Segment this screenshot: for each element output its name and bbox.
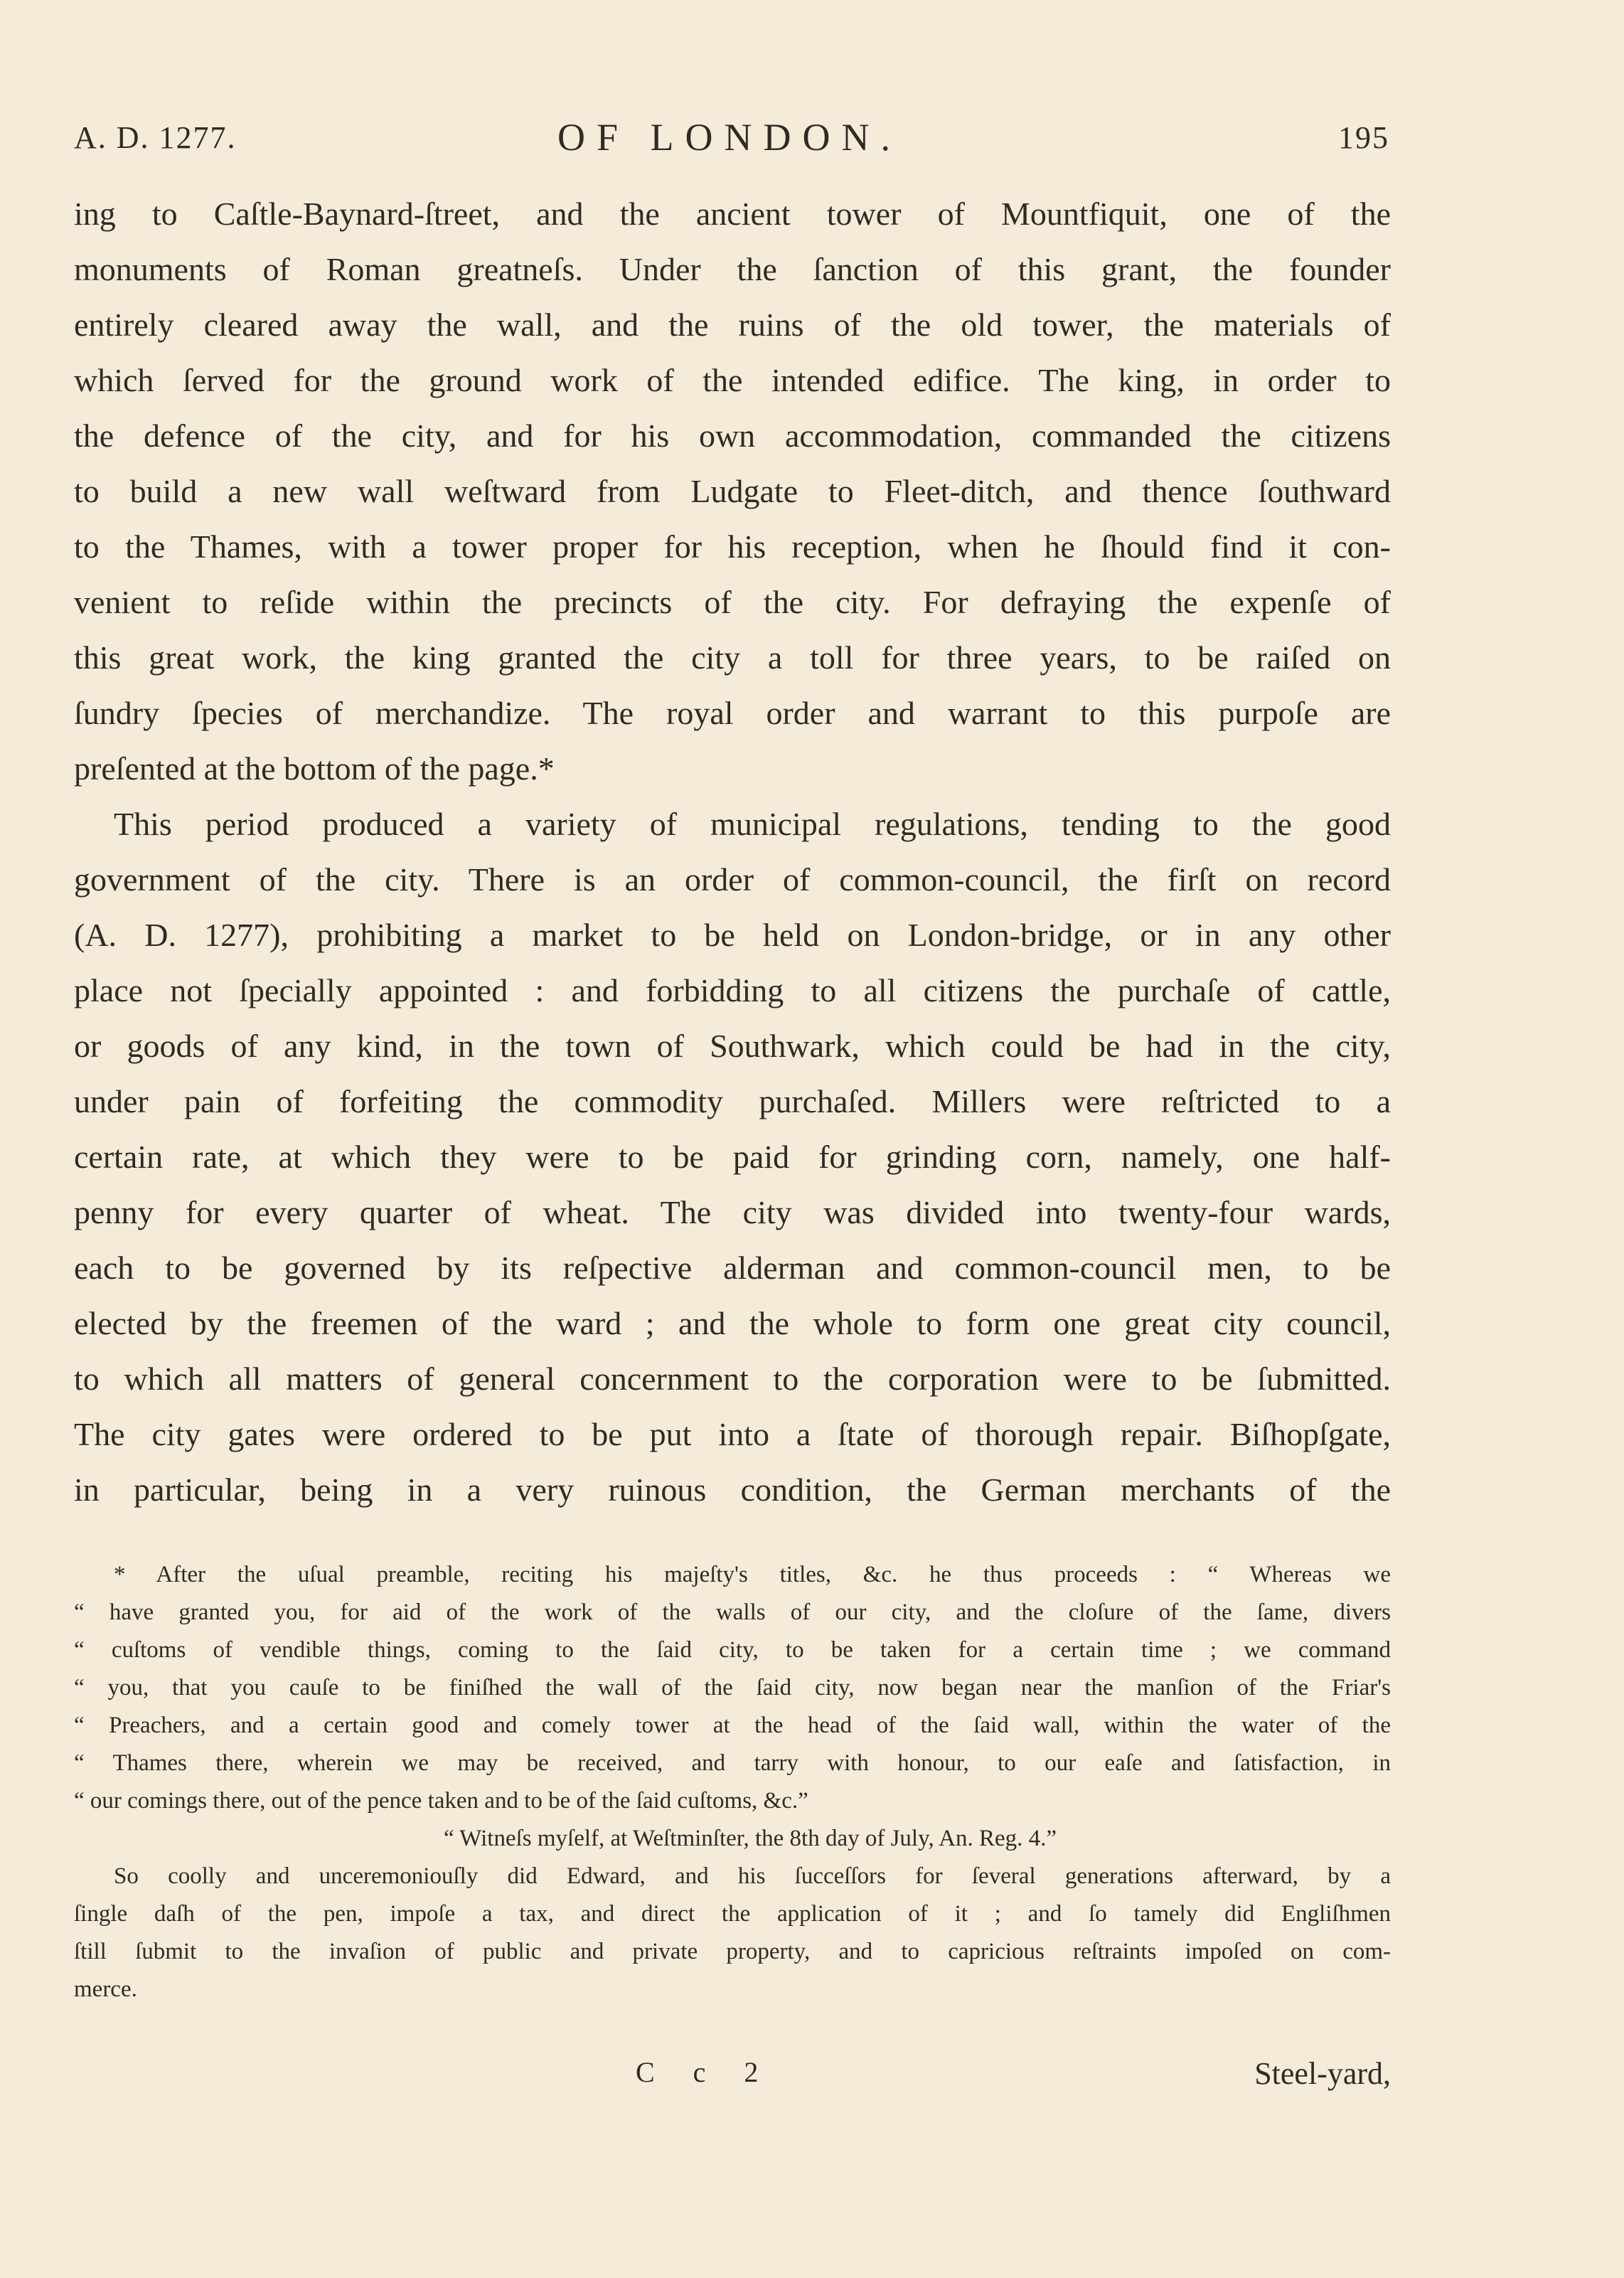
page-number: 195 [1338, 120, 1389, 155]
footnote-line: “ our comings there, out of the pence taken and to be of the ſaid cuſtoms, &c.” [74, 1788, 808, 1814]
text-line: elected by the freemen of the ward ; and the whole to form one great city council, [74, 1305, 1391, 1341]
text-line: (A. D. 1277), prohibiting a market to be held on London-bridge, or in any other [74, 917, 1391, 953]
signature-mark: C c 2 [636, 2056, 774, 2088]
text-line: entirely cleared away the wall, and the ruins of the old tower, the materials of [74, 307, 1391, 343]
text-line: to which all matters of general concernment to the corporation were to be ſubmitted. [74, 1361, 1391, 1397]
text-line: certain rate, at which they were to be paid for grinding corn, namely, one half- [74, 1139, 1391, 1175]
text-line: in particular, being in a very ruinous condition, the German merchants of the [74, 1471, 1391, 1508]
footnote-line: * After the uſual preamble, reciting his majeſty's titles, &c. he thus proceeds : “ Whereas we [114, 1562, 1391, 1587]
footnote-line: ſtill ſubmit to the invaſion of public and private property, and to capricious reſtraints impoſed on com- [74, 1939, 1391, 1964]
text-line: venient to reſide within the precincts of the city. For defraying the expenſe of [74, 584, 1391, 620]
footnote-line: “ you, that you cauſe to be finiſhed the wall of the ſaid city, now began near the manſion of the Friar's [74, 1675, 1391, 1700]
text-line: ſundry ſpecies of merchandize. The royal order and warrant to this purpoſe are [74, 695, 1391, 731]
text-line: monuments of Roman greatneſs. Under the ſanction of this grant, the founder [74, 251, 1391, 287]
text-line: to the Thames, with a tower proper for his reception, when he ſhould find it con- [74, 528, 1391, 565]
footnote-attestation: “ Witneſs myſelf, at Weſtminſter, the 8th day of July, An. Reg. 4.” [444, 1826, 1057, 1851]
page-footer [74, 2055, 1391, 2105]
header-title: OF LONDON. [557, 116, 902, 159]
footnote [74, 1556, 1391, 2008]
text-line: or goods of any kind, in the town of Southwark, which could be had in the city, [74, 1028, 1391, 1064]
text-line: The city gates were ordered to be put into a ſtate of thorough repair. Biſhopſgate, [74, 1416, 1391, 1452]
text-line: which ſerved for the ground work of the intended edifice. The king, in order to [74, 362, 1391, 398]
text-line: to build a new wall weſtward from Ludgate to Fleet-ditch, and thence ſouthward [74, 473, 1391, 509]
text-line: this great work, the king granted the city a toll for three years, to be raiſed on [74, 639, 1391, 676]
text-line: This period produced a variety of municipal regulations, tending to the good [114, 806, 1391, 842]
text-line: each to be governed by its reſpective alderman and common-council men, to be [74, 1250, 1391, 1286]
footnote-line: ſingle daſh of the pen, impoſe a tax, and direct the application of it ; and ſo tamely did Engliſhmen [74, 1901, 1391, 1927]
footnote-line: merce. [74, 1976, 137, 2002]
header-year: A. D. 1277. [74, 120, 237, 155]
text-line: penny for every quarter of wheat. The city was divided into twenty-four wards, [74, 1194, 1391, 1230]
footnote-line: “ have granted you, for aid of the work of the walls of our city, and the cloſure of the ſame, divers [74, 1600, 1391, 1625]
text-line: under pain of forfeiting the commodity purchaſed. Millers were reſtricted to a [74, 1083, 1391, 1119]
text-line: place not ſpecially appointed : and forbidding to all citizens the purchaſe of cattle, [74, 972, 1391, 1008]
text-line: ing to Caſtle-Baynard-ſtreet, and the ancient tower of Mountfiquit, one of the [74, 196, 1391, 232]
text-line: preſented at the bottom of the page.* [74, 750, 555, 787]
text-line: the defence of the city, and for his own accommodation, commanded the citizens [74, 417, 1391, 454]
text-line: government of the city. There is an order of common-council, the firſt on record [74, 861, 1391, 898]
footnote-line: So coolly and unceremoniouſly did Edward, and his ſucceſſors for ſeveral generations afterward, by a [114, 1863, 1391, 1889]
footnote-line: “ Thames there, wherein we may be received, and tarry with honour, to our eaſe and ſatisfaction, in [74, 1750, 1391, 1776]
running-header [74, 116, 1389, 169]
footnote-line: “ Preachers, and a certain good and comely tower at the head of the ſaid wall, within the water of the [74, 1713, 1391, 1738]
catchword: Steel-yard, [1254, 2056, 1391, 2091]
main-text [74, 186, 1391, 1518]
footnote-line: “ cuſtoms of vendible things, coming to the ſaid city, to be taken for a certain time ; we command [74, 1637, 1391, 1663]
